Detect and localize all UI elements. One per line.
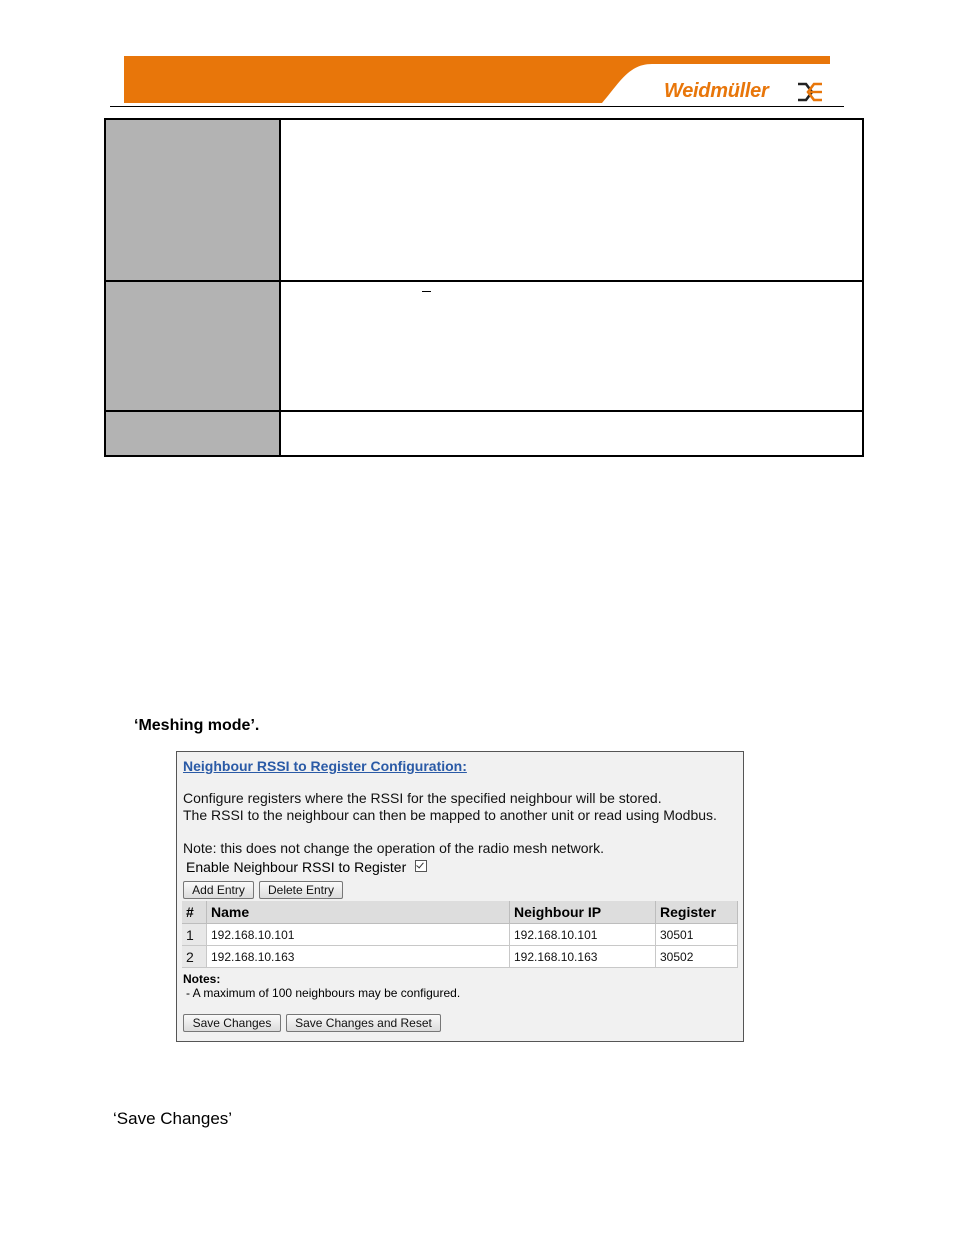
- table-row[interactable]: [182, 924, 738, 946]
- description-line-1: Configure registers where the RSSI for the specified neighbour will be stored.: [183, 790, 662, 806]
- enable-row: [186, 859, 427, 875]
- delete-entry-button[interactable]: Delete Entry: [259, 881, 343, 899]
- row-register[interactable]: 30501: [656, 924, 738, 946]
- parameter-row: [106, 412, 862, 455]
- rssi-register-table: [182, 901, 738, 968]
- enable-label: Enable Neighbour RSSI to Register: [186, 859, 407, 875]
- row-neighbour-ip[interactable]: 192.168.10.163: [510, 946, 656, 968]
- note-text: Note: this does not change the operation of the radio mesh network.: [183, 840, 605, 856]
- notes-text: - A maximum of 100 neighbours may be configured.: [186, 986, 461, 1000]
- add-entry-button[interactable]: Add Entry: [183, 881, 254, 899]
- description-line-2: The RSSI to the neighbour can then be mapped to another unit or read using Modbus.: [183, 807, 717, 823]
- row-index: 2: [182, 946, 207, 968]
- table-header-row: [182, 901, 738, 924]
- notes-label: Notes:: [183, 972, 221, 986]
- meshing-mode-caption: ‘Meshing mode’.: [134, 717, 260, 734]
- weidmuller-logo: Weidmüller: [664, 80, 769, 102]
- column-header-name: Name: [207, 901, 510, 924]
- column-header-register: Register: [656, 901, 738, 924]
- save-changes-button[interactable]: Save Changes: [183, 1014, 281, 1032]
- parameter-row: [106, 282, 862, 412]
- parameter-description-cell: [281, 120, 862, 280]
- parameter-row: [106, 120, 862, 282]
- panel-title-link[interactable]: Neighbour RSSI to Register Configuration:: [183, 758, 467, 774]
- row-index: 1: [182, 924, 207, 946]
- parameter-label-cell: [106, 282, 281, 410]
- parameter-label-cell: [106, 120, 281, 280]
- header-rule: [110, 106, 844, 107]
- column-header-index: #: [182, 901, 207, 924]
- underscore-mark: [422, 291, 431, 292]
- row-name[interactable]: 192.168.10.101: [207, 924, 510, 946]
- parameter-description-cell: [281, 412, 862, 455]
- column-header-neighbour-ip: Neighbour IP: [510, 901, 656, 924]
- row-name[interactable]: 192.168.10.163: [207, 946, 510, 968]
- weidmuller-logo-icon: [797, 82, 823, 102]
- table-row[interactable]: [182, 946, 738, 968]
- enable-checkbox[interactable]: [415, 860, 427, 872]
- save-changes-and-reset-button[interactable]: Save Changes and Reset: [286, 1014, 441, 1032]
- parameter-table: [104, 118, 864, 457]
- parameter-description-cell: [281, 282, 862, 410]
- save-changes-caption: ‘Save Changes’: [113, 1109, 233, 1128]
- row-register[interactable]: 30502: [656, 946, 738, 968]
- parameter-label-cell: [106, 412, 281, 455]
- row-neighbour-ip[interactable]: 192.168.10.101: [510, 924, 656, 946]
- rssi-config-panel: [176, 751, 744, 1042]
